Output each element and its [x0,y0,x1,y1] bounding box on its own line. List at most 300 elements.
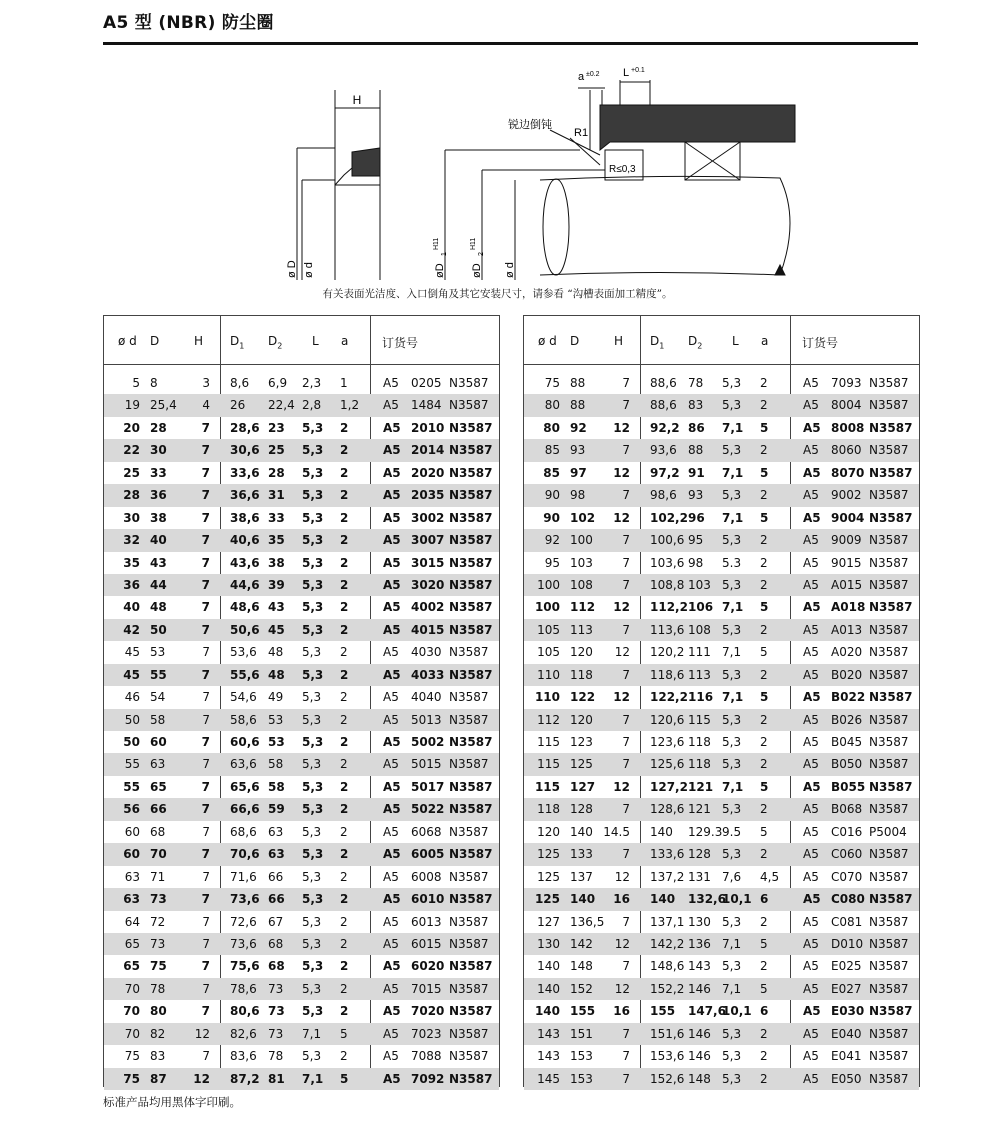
cell-D2: 103 [688,577,711,592]
cell-prefix: A5 [803,1071,819,1086]
cell-prefix: A5 [803,869,819,884]
cell-d: 100 [534,600,560,615]
cell-suffix: N3587 [869,757,909,772]
cell-D2: 91 [688,465,705,480]
cell-D: 65 [150,779,167,794]
cell-L: 5,3 [302,847,324,862]
label-od2-sub: 2 [478,252,485,256]
cell-H: 7 [202,869,210,884]
cell-L: 5,3 [302,712,322,727]
cell-d: 92 [544,533,560,548]
table-row [524,753,919,775]
table-row [104,641,499,663]
cell-code: 8008 [831,420,865,435]
cell-D: 153 [570,1071,593,1086]
cell-H: 12 [613,600,630,615]
cell-prefix: A5 [383,779,401,794]
cell-D1: 100,6 [650,533,685,548]
cell-D2: 66 [268,869,284,884]
cell-code: E027 [831,981,862,996]
cell-a: 2 [340,510,349,525]
cell-a: 2 [340,847,349,862]
cell-D: 120 [570,645,593,660]
cell-suffix: N3587 [449,398,489,413]
cell-suffix: N3587 [869,690,913,705]
header-H: H [614,334,624,348]
seal-lip-curve [335,152,352,185]
table-row [524,394,919,416]
cell-d: 100 [537,577,560,592]
cell-D: 38 [150,510,167,525]
cell-a: 2 [340,824,348,839]
table-row [104,731,499,753]
cell-prefix: A5 [383,914,399,929]
cell-suffix: P5004 [869,824,907,839]
cell-D1: 113,6 [650,622,685,637]
cell-suffix: N3587 [869,398,909,413]
cell-prefix: A5 [383,533,401,548]
cell-D2: 68 [268,959,285,974]
cell-D: 82 [150,1026,166,1041]
cell-a: 2 [760,555,768,570]
cell-a: 5 [760,645,768,660]
cell-D2: 131 [688,869,711,884]
cell-L: 5,3 [722,959,742,974]
cell-D: 87 [150,1071,167,1086]
cell-a: 2 [340,1004,349,1019]
cell-prefix: A5 [383,398,399,413]
cell-H: 7 [201,847,210,862]
cell-H: 12 [613,690,630,705]
cell-D1: 88,6 [650,398,677,413]
cell-H: 7 [201,802,210,817]
cell-D: 58 [150,712,166,727]
table-row [524,439,919,461]
cell-D2: 31 [268,488,285,503]
cell-H: 7 [622,1071,630,1086]
cell-suffix: N3587 [449,555,493,570]
cell-D: 128 [570,802,593,817]
cell-prefix: A5 [803,600,821,615]
cell-D2: 147,6 [688,1004,726,1019]
cell-a: 5 [760,690,769,705]
cell-D2: 58 [268,779,285,794]
cell-suffix: N3587 [449,577,493,592]
cell-D2: 146 [688,1049,711,1064]
cell-L: 7,1 [722,420,744,435]
label-h: H [352,93,362,107]
cell-code: 5017 [411,779,445,794]
cell-D: 93 [570,443,586,458]
cell-code: 3015 [411,555,445,570]
cell-suffix: N3587 [449,533,493,548]
cell-D: 70 [150,847,167,862]
label-rs: R≤0,3 [609,164,636,175]
table-row [524,1000,919,1022]
cell-prefix: A5 [803,847,819,862]
table-row [104,709,499,731]
cell-L: 7,1 [722,600,744,615]
cell-L: 7,1 [722,510,744,525]
table-row [524,596,919,618]
cell-suffix: N3587 [869,488,909,503]
cell-code: 2014 [411,443,445,458]
seal-lip-shape [352,148,380,176]
cell-H: 7 [201,533,210,548]
cell-D: 118 [570,667,593,682]
cell-code: B045 [831,735,863,749]
cell-d: 42 [123,622,140,637]
cell-suffix: N3587 [449,420,493,435]
cell-D: 66 [150,802,167,817]
table-row [524,686,919,708]
cell-prefix: A5 [383,420,401,435]
cell-D: 43 [150,555,167,570]
cell-prefix: A5 [803,914,819,929]
cell-D2: 95 [688,533,704,548]
table-row [104,664,499,686]
cell-L: 5,3 [722,757,742,772]
cell-D: 83 [150,1049,166,1064]
cell-a: 2 [340,914,348,929]
cell-d: 85 [543,465,560,480]
cell-suffix: N3587 [869,465,913,480]
table-row [524,866,919,888]
cell-d: 90 [543,510,560,525]
cell-code: 6015 [411,936,442,951]
cell-D: 120 [570,712,593,727]
cell-suffix: N3587 [449,959,493,974]
cell-a: 2 [760,398,768,413]
cell-H: 7 [622,802,630,817]
table-row [104,933,499,955]
cell-code: 7092 [411,1071,445,1086]
title-rule [103,42,918,45]
cell-L: 5,3 [302,735,324,749]
header-order-no: 订货号 [382,336,419,350]
cell-H: 7 [622,577,630,592]
cell-H: 7 [201,488,210,503]
label-sharp-edge: 锐边倒钝 [508,118,552,131]
header-D2: $D_2$ [268,334,283,351]
cell-D2: 78 [688,376,704,390]
cell-D1: 112,2 [650,600,688,615]
cell-d: 75 [123,1071,140,1086]
cell-H: 7 [202,1049,210,1064]
cell-H: 7 [202,936,210,951]
cell-D: 136,5 [570,914,605,929]
table-row [524,552,919,574]
cell-D2: 63 [268,824,284,839]
cell-D1: 73,6 [230,936,257,951]
header-a: a [341,334,349,348]
cell-code: 8070 [831,465,865,480]
cell-code: 2020 [411,465,445,480]
cell-L: 7,6 [722,869,742,884]
cell-prefix: A5 [803,443,819,458]
cell-H: 3 [202,376,210,390]
cell-H: 7 [622,533,630,548]
cell-H: 7 [622,959,630,974]
cell-d: 115 [537,757,560,772]
cell-D: 103 [570,555,593,570]
cell-a: 2 [760,847,768,862]
cell-D: 98 [570,488,586,503]
cell-prefix: A5 [383,645,399,660]
cell-prefix: A5 [803,555,819,570]
cell-a: 5 [760,465,769,480]
cell-L: 7,1 [722,645,742,660]
cell-suffix: N3587 [449,779,493,794]
cell-d: 28 [123,488,140,503]
cell-prefix: A5 [803,1049,819,1064]
cell-L: 5,3 [722,802,742,817]
cell-D2: 96 [688,510,705,525]
cell-suffix: N3587 [869,892,913,907]
cell-suffix: N3587 [869,981,909,996]
cell-code: B068 [831,802,863,817]
table-row [524,417,919,439]
cell-a: 2 [760,577,768,592]
cell-L: 5,3 [302,936,322,951]
cell-d: 120 [537,824,560,839]
table-row [104,1068,499,1090]
table-row [104,1023,499,1045]
cell-H: 7 [202,757,210,772]
cell-a: 6 [760,1004,769,1019]
cell-code: C080 [831,892,865,907]
cell-L: 5,3 [302,600,324,615]
cell-a: 2 [760,667,768,682]
cell-d: 50 [123,735,140,749]
cell-d: 140 [534,1004,560,1019]
cell-D1: 140 [650,824,673,839]
cell-suffix: N3587 [869,779,913,794]
cell-code: B050 [831,757,863,772]
cell-H: 7 [202,645,210,660]
cell-code: 9004 [831,510,865,525]
cell-D1: 123,6 [650,735,685,749]
cell-prefix: A5 [383,600,401,615]
r1-leader [570,138,600,165]
cell-suffix: N3587 [869,1049,909,1064]
cell-L: 7,1 [302,1026,322,1041]
table-row [104,439,499,461]
cell-prefix: A5 [383,936,399,951]
table-row [104,462,499,484]
cell-prefix: A5 [383,712,399,727]
cell-prefix: A5 [383,1071,401,1086]
cell-d: 140 [537,959,560,974]
cell-D1: 38,6 [230,510,260,525]
cell-D1: 33,6 [230,465,260,480]
label-od2: øD [471,263,483,278]
cell-d: 105 [537,645,560,660]
cell-D2: 118 [688,735,711,749]
cell-suffix: N3587 [869,1004,913,1019]
cell-L: 5,3 [302,779,324,794]
cell-D: 151 [570,1026,593,1041]
cell-d: 64 [124,914,140,929]
cell-code: B026 [831,712,863,727]
cell-D1: 26 [230,398,246,413]
cell-D1: 142,2 [650,936,685,951]
cell-D1: 127,2 [650,779,688,794]
cell-a: 2 [340,869,348,884]
cell-suffix: N3587 [869,600,913,615]
cell-prefix: A5 [383,622,401,637]
cell-D: 140 [570,892,596,907]
cell-code: 7023 [411,1026,442,1041]
cell-D1: 63,6 [230,757,257,772]
table-row [104,798,499,820]
cell-H: 7 [201,735,210,749]
cell-H: 14.5 [603,824,630,839]
table-row [104,686,499,708]
cell-d: 60 [124,824,140,839]
table-row [524,484,919,506]
cell-a: 2 [340,533,349,548]
cell-code: 6068 [411,824,442,839]
cell-a: 5 [760,600,769,615]
cell-L: 5,3 [722,847,742,862]
cell-a: 2 [760,757,768,772]
label-od: ø D [286,260,298,278]
cell-prefix: A5 [383,1049,399,1064]
cell-code: 7088 [411,1049,442,1064]
cell-code: 7093 [831,376,862,390]
header-D: D [570,334,580,348]
cell-prefix: A5 [383,892,401,907]
cell-suffix: N3587 [449,667,493,682]
label-od-shaft: ø d [504,262,516,278]
cell-D2: 43 [268,600,285,615]
cell-H: 12 [614,981,630,996]
cell-prefix: A5 [383,488,401,503]
cell-a: 2 [760,443,768,458]
cell-d: 105 [537,622,560,637]
cell-d: 63 [124,869,140,884]
cell-H: 12 [614,869,630,884]
cell-D: 142 [570,936,593,951]
cell-prefix: A5 [383,376,399,390]
table-row [104,1045,499,1067]
cell-d: 20 [123,420,140,435]
cell-prefix: A5 [803,622,819,637]
shaft-marker [775,265,785,275]
cell-D1: 55,6 [230,667,260,682]
table-row [104,529,499,551]
cell-L: 9.5 [722,824,742,839]
cell-H: 7 [622,555,630,570]
cell-prefix: A5 [803,376,819,390]
cell-d: 55 [124,757,140,772]
cell-prefix: A5 [383,1026,399,1041]
cell-D: 73 [150,892,167,907]
cell-D1: 98,6 [650,488,677,503]
cell-code: 5015 [411,757,442,772]
cell-prefix: A5 [803,824,819,839]
cell-code: A020 [831,645,863,660]
cell-D1: 140 [650,892,676,907]
cell-L: 10,1 [722,892,752,907]
cell-H: 7 [622,488,630,503]
header-a: a [761,334,769,348]
cell-code: C070 [831,869,863,884]
cell-D: 60 [150,735,167,749]
cell-suffix: N3587 [869,555,909,570]
cell-prefix: A5 [803,398,819,413]
cell-H: 12 [193,1071,210,1086]
cell-H: 7 [202,824,210,839]
cell-D: 53 [150,645,166,660]
cell-D: 55 [150,667,167,682]
cell-L: 5,3 [722,398,742,413]
cell-a: 2 [340,577,349,592]
label-l-tol: +0.1 [631,67,645,74]
cell-D: 75 [150,959,167,974]
cell-D: 71 [150,869,166,884]
cell-L: 5,3 [722,1049,742,1064]
table-row [524,911,919,933]
cell-a: 5 [760,824,768,839]
cell-D1: 88,6 [650,376,677,390]
cell-d: 115 [537,735,560,749]
cell-H: 7 [201,577,210,592]
cell-a: 2 [760,376,768,390]
cell-d: 60 [123,847,140,862]
cell-a: 5 [760,936,768,951]
cell-code: E040 [831,1026,862,1041]
cell-H: 7 [622,847,630,862]
cell-prefix: A5 [803,802,819,817]
cell-D1: 75,6 [230,959,260,974]
cell-suffix: N3587 [869,510,913,525]
cell-suffix: N3587 [869,420,913,435]
cell-D1: 80,6 [230,1004,260,1019]
cell-prefix: A5 [803,577,819,592]
cell-D1: 128,6 [650,802,685,817]
cell-D2: 116 [688,690,714,705]
cell-code: B055 [831,779,866,794]
cell-D1: 8,6 [230,376,250,390]
cell-D1: 97,2 [650,465,680,480]
cell-H: 7 [201,959,210,974]
cell-D2: 86 [688,420,705,435]
cell-a: 1 [340,376,348,390]
cell-d: 143 [537,1026,560,1041]
cell-D1: 36,6 [230,488,260,503]
cell-a: 2 [340,981,348,996]
cell-D: 50 [150,622,167,637]
table-row [104,574,499,596]
cell-d: 90 [544,488,560,503]
cell-code: 6013 [411,914,442,929]
cell-a: 4,5 [760,869,780,884]
cell-code: 7015 [411,981,442,996]
cell-a: 2 [340,712,348,727]
cell-a: 5 [340,1026,348,1041]
cell-L: 7,1 [722,779,744,794]
label-l: L [623,67,630,79]
cell-H: 7 [201,510,210,525]
cell-D2: 35 [268,533,285,548]
cell-code: E030 [831,1004,865,1019]
cell-H: 7 [201,443,210,458]
cell-d: 70 [124,981,140,996]
cell-D: 48 [150,600,167,615]
cell-suffix: N3587 [449,936,489,951]
